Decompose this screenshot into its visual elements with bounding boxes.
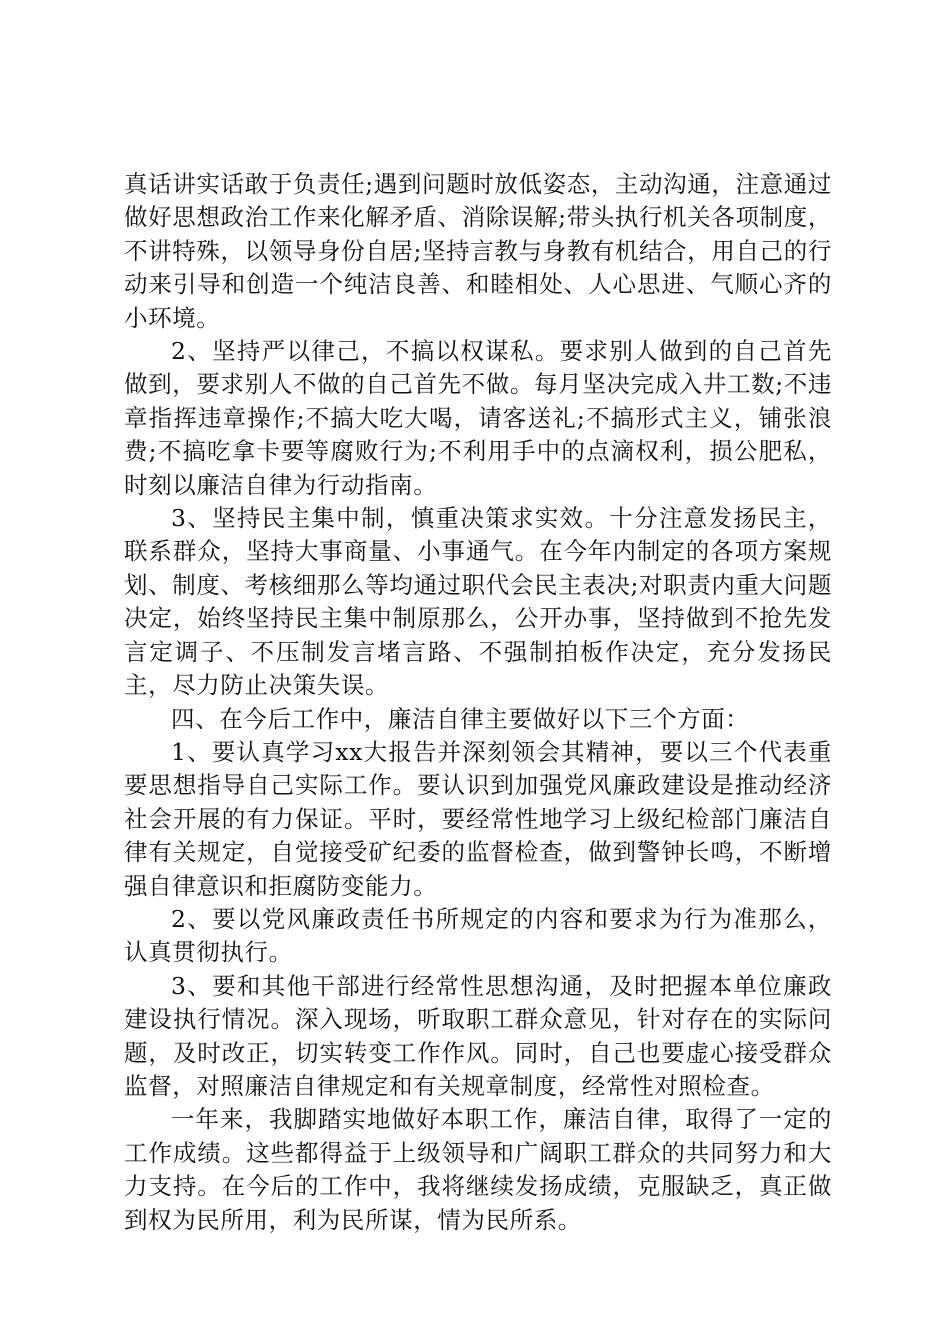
- document-page: [124, 168, 832, 1237]
- paragraph-conclusion: 一年来，我脚踏实地做好本职工作，廉洁自律，取得了一定的工作成绩。这些都得益于上级领导和广阔职工群众的共同努力和大力支持。在今后的工作中，我将继续发扬成绩，克服缺乏，真正做到权为民所用，利为民所谋，情为民所系。: [124, 1105, 832, 1234]
- paragraph-point-3-democratic-centralism: 3、坚持民主集中制，慎重决策求实效。十分注意发扬民主，联系群众，坚持大事商量、小事通气。在今年内制定的各项方案规划、制度、考核细那么等均通过职代会民主表决;对职责内重大问题决定，始终坚持民主集中制原那么，公开办事，坚持做到不抢先发言定调子、不压制发言堵言路、不强制拍板作决定，充分发扬民主，尽力防止决策失误。: [124, 504, 832, 700]
- paragraph-future-point-1: 1、要认真学习xx大报告并深刻领会其精神，要以三个代表重要思想指导自己实际工作。要认识到加强党风廉政建设是推动经济社会开展的有力保证。平时，要经常性地学习上级纪检部门廉洁自律有关规定，自觉接受矿纪委的监督检查，做到警钟长鸣，不断增强自律意识和拒腐防变能力。: [124, 737, 832, 900]
- paragraph-future-point-2: 2、要以党风廉政责任书所规定的内容和要求为行为准那么，认真贯彻执行。: [124, 904, 832, 967]
- paragraph-future-point-3: 3、要和其他干部进行经常性思想沟通，及时把握本单位廉政建设执行情况。深入现场，听取职工群众意见，针对存在的实际问题，及时改正，切实转变工作作风。同时，自己也要虚心接受群众监督，对照廉洁自律规定和有关规章制度，经常性对照检查。: [124, 971, 832, 1100]
- paragraph-point-2-self-discipline: 2、坚持严以律己，不搞以权谋私。要求别人做到的自己首先做到，要求别人不做的自己首先不做。每月坚决完成入井工数;不违章指挥违章操作;不搞大吃大喝，请客送礼;不搞形式主义，铺张浪费;不搞吃拿卡要等腐败行为;不利用手中的点滴权利，损公肥私，时刻以廉洁自律为行动指南。: [124, 337, 832, 499]
- paragraph-continuation: 真话讲实话敢于负责任;遇到问题时放低姿态，主动沟通，注意通过做好思想政治工作来化解矛盾、消除误解;带头执行机关各项制度，不讲特殊，以领导身份自居;坚持言教与身教有机结合，用自己的行动来引导和创造一个纯洁良善、和睦相处、人心思进、气顺心齐的小环境。: [124, 170, 832, 332]
- section-heading-future-work: 四、在今后工作中，廉洁自律主要做好以下三个方面：: [171, 704, 750, 733]
